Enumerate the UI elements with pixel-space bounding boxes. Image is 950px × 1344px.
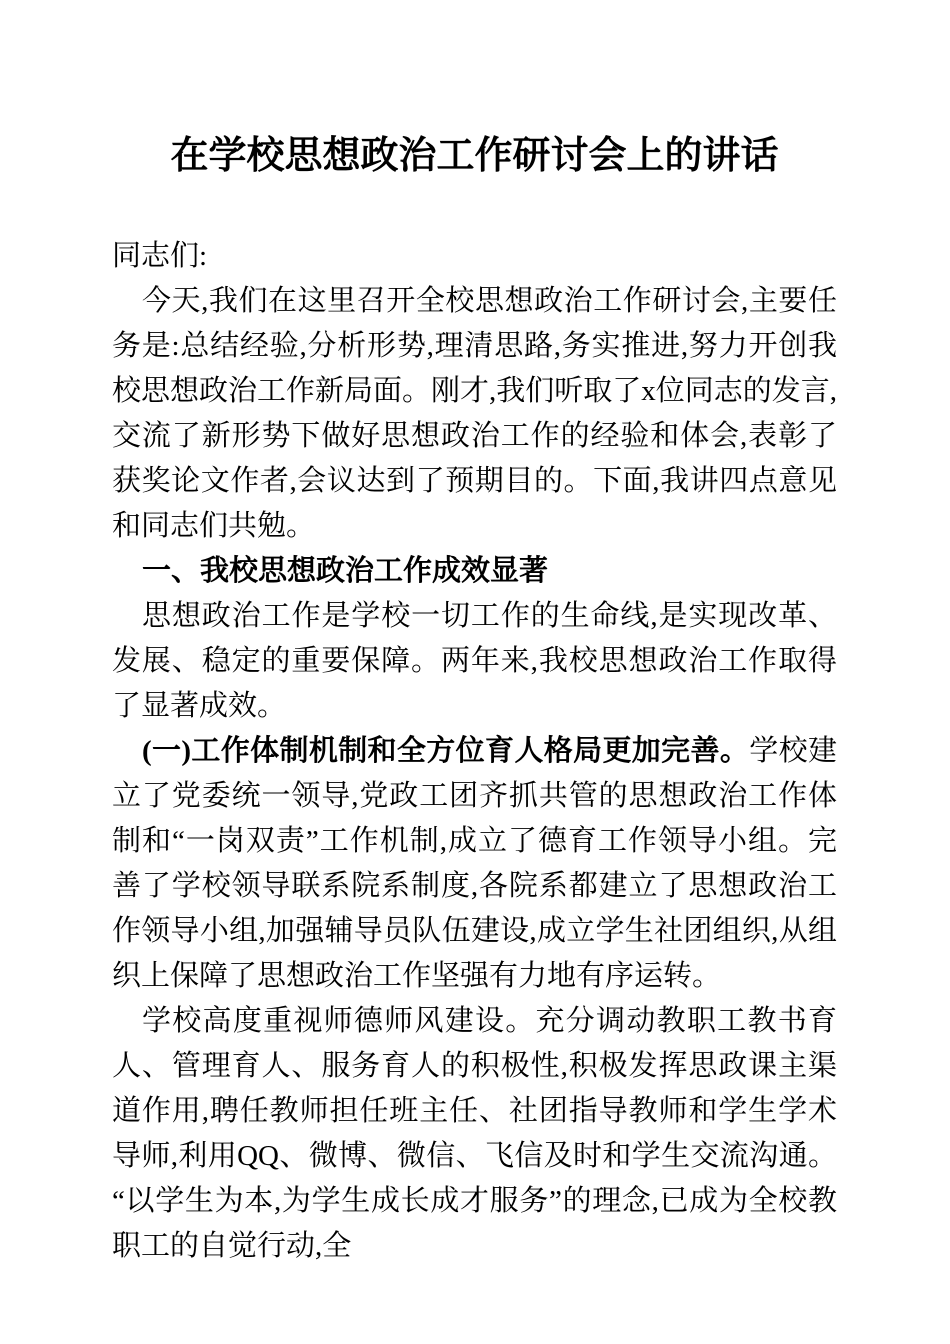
- section1-item1-body: 学校建立了党委统一领导,党政工团齐抓共管的思想政治工作体制和“一岗双责”工作机制,成立了德育工作领导小组。完善了学校领导联系院系制度,各院系都建立了思想政治工作领导小组,加强辅导员队伍建设,成立学生社团组织,从组织上保障了思想政治工作坚强有力地有序运转。: [112, 735, 837, 992]
- salutation-line: 同志们:: [112, 240, 208, 272]
- section1-item1-paragraph: [112, 729, 837, 999]
- section1-heading: 一、我校思想政治工作成效显著: [142, 555, 549, 587]
- section1-item1-lead: (一)工作体制机制和全方位育人格局更加完善。: [142, 735, 750, 767]
- section1-paragraph-overview: 思想政治工作是学校一切工作的生命线,是实现改革、发展、稳定的重要保障。两年来,我校思想政治工作取得了显著成效。: [112, 600, 837, 722]
- document-body: [112, 234, 837, 1269]
- section1-paragraph-teachers: 学校高度重视师德师风建设。充分调动教职工教书育人、管理育人、服务育人的积极性,积极发挥思政课主渠道作用,聘任教师担任班主任、社团指导教师和学生学术导师,利用QQ、微博、微信、飞信及时和学生交流沟通。“以学生为本,为学生成长成才服务”的理念,已成为全校教职工的自觉行动,全: [112, 1005, 837, 1262]
- document-title: 在学校思想政治工作研讨会上的讲话: [170, 135, 779, 177]
- intro-paragraph: 今天,我们在这里召开全校思想政治工作研讨会,主要任务是:总结经验,分析形势,理清思路,务实推进,努力开创我校思想政治工作新局面。刚才,我们听取了x位同志的发言,交流了新形势下做好思想政治工作的经验和体会,表彰了获奖论文作者,会议达到了预期目的。下面,我讲四点意见和同志们共勉。: [112, 285, 838, 542]
